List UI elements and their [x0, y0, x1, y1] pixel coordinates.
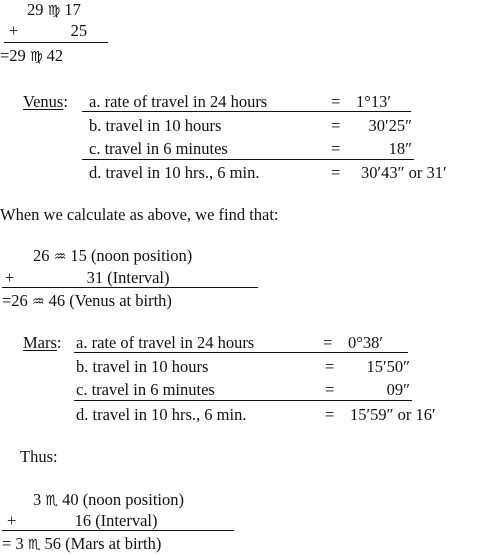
- calc1-line2: [9, 21, 87, 40]
- thus-label: Thus:: [20, 447, 58, 466]
- mars-row-b-text: b. travel in 10 hours: [76, 357, 209, 376]
- calc2-plus: +: [5, 268, 15, 287]
- calc2-line1: [33, 246, 192, 267]
- venus-row-d-eq: =: [331, 163, 341, 182]
- calc2-result-prefix: =26: [2, 291, 28, 310]
- scorpio-sign-icon: ♏: [45, 493, 58, 509]
- mars-row-c-text: c. travel in 6 minutes: [76, 380, 215, 399]
- calc1-line1: [27, 0, 81, 21]
- calc3-result-rest: 56 (Mars at birth): [44, 534, 162, 553]
- calc1-deg: 29: [27, 0, 44, 19]
- calc3-line1: [33, 490, 184, 511]
- mars-row-a-eq: =: [323, 333, 333, 352]
- calc2-line2: [5, 268, 169, 287]
- mars-label: Mars: [23, 333, 57, 352]
- calc3-line3: [2, 534, 161, 555]
- calc2-deg: 26: [33, 246, 50, 265]
- venus-label: Venus: [23, 92, 64, 111]
- mars-row-b-eq: =: [325, 357, 335, 376]
- calc3-rest: 40 (noon position): [62, 490, 184, 509]
- venus-row-b-value: 30′25″: [368, 116, 412, 135]
- calc2-addend: 31 (Interval): [86, 268, 170, 287]
- venus-row-c-rule: [82, 159, 414, 160]
- venus-row-c-eq: =: [331, 139, 341, 158]
- mars-row-c-rule: [74, 400, 412, 401]
- venus-row-b-eq: =: [331, 116, 341, 135]
- scorpio-sign-icon: ♏: [27, 537, 41, 553]
- mars-row-a-value: 0°38′: [348, 333, 383, 352]
- mars-row-c-eq: =: [325, 380, 335, 399]
- calc1-addend: 25: [70, 21, 88, 40]
- venus-row-a-rule: [82, 111, 411, 112]
- calc1-min: 17: [64, 0, 81, 19]
- calc1-result-prefix: =29: [0, 46, 26, 65]
- venus-row-d-value: 30′43″ or 31′: [361, 163, 447, 182]
- virgo-sign-icon: ♍: [29, 49, 43, 65]
- venus-row-d-text: d. travel in 10 hrs., 6 min.: [89, 163, 260, 182]
- mars-row-c-value: 09″: [386, 380, 410, 399]
- calc3-rule: [2, 530, 234, 531]
- calc3-addend: 16 (Interval): [74, 511, 158, 530]
- venus-heading: [23, 92, 68, 111]
- calc2-result-rest: 46 (Venus at birth): [48, 291, 172, 310]
- calc1-line3: [0, 46, 63, 67]
- virgo-sign-icon: ♍: [47, 3, 61, 19]
- mars-colon: :: [56, 333, 62, 352]
- calc1-plus: +: [9, 21, 19, 40]
- mars-heading: [23, 333, 62, 352]
- calc3-plus: +: [7, 511, 17, 530]
- mars-row-d-value: 15′59″ or 16′: [350, 405, 436, 424]
- venus-row-a-eq: =: [331, 92, 341, 111]
- explanatory-sentence: When we calculate as above, we find that:: [0, 205, 279, 224]
- calc1-rule: [4, 42, 108, 43]
- calc3-deg: 3: [33, 490, 42, 509]
- venus-row-a-value: 1°13′: [356, 92, 391, 111]
- calc3-result-prefix: = 3: [2, 534, 24, 553]
- venus-row-c-value: 18″: [388, 139, 412, 158]
- venus-row-c-text: c. travel in 6 minutes: [89, 139, 228, 158]
- mars-row-b-value: 15′50″: [366, 357, 410, 376]
- venus-row-b-text: b. travel in 10 hours: [89, 116, 222, 135]
- calc3-line2: [7, 511, 157, 530]
- calc2-rest: 15 (noon position): [70, 246, 193, 265]
- mars-row-d-text: d. travel in 10 hrs., 6 min.: [76, 405, 247, 424]
- mars-row-d-eq: =: [325, 405, 335, 424]
- calc1-result-min: 42: [46, 46, 64, 65]
- venus-row-a-text: a. rate of travel in 24 hours: [89, 92, 268, 111]
- aquarius-sign-icon: ♒: [31, 294, 45, 310]
- mars-row-a-rule: [74, 352, 408, 353]
- calc2-line3: [2, 291, 172, 312]
- aquarius-sign-icon: ♒: [53, 249, 67, 265]
- venus-colon: :: [63, 92, 68, 111]
- mars-row-a-text: a. rate of travel in 24 hours: [76, 333, 255, 352]
- calc2-rule: [2, 287, 258, 288]
